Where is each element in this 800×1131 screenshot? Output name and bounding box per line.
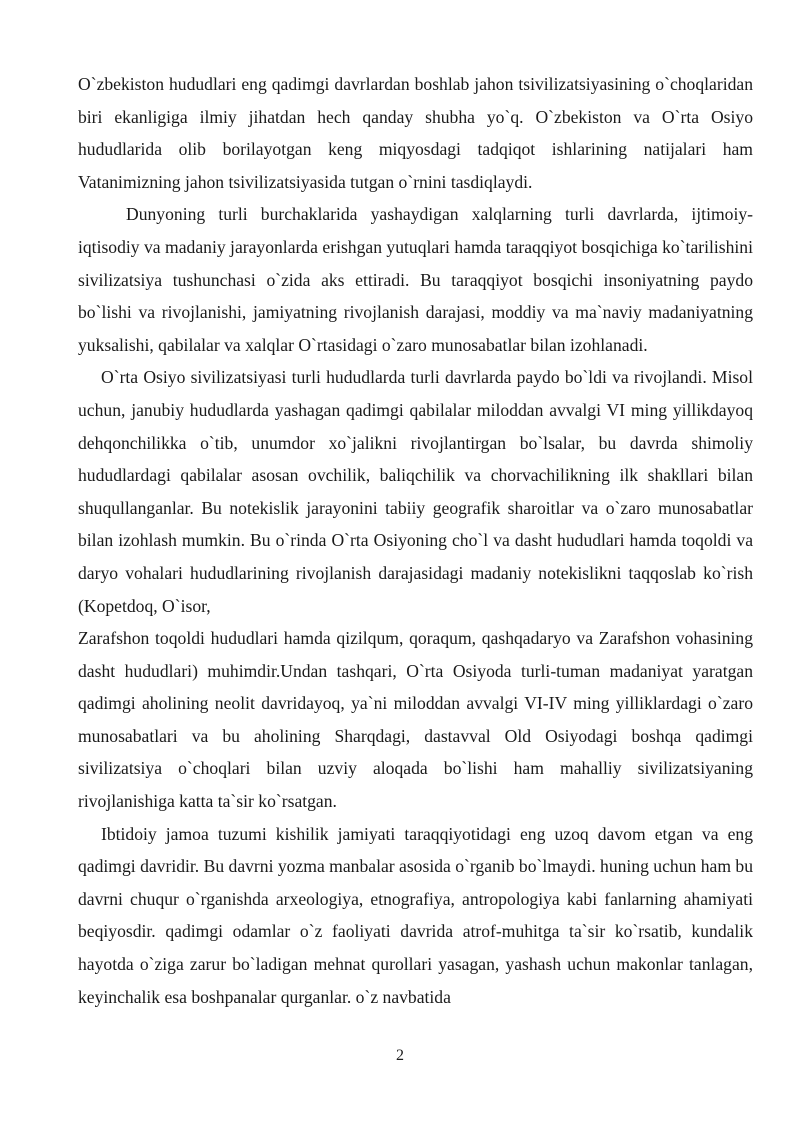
paragraph-civilization-concept: Dunyoning turli burchaklarida yashaydigan xalqlarning turli davrlarda, ijtimoiy-iqtisodiy va madaniy jarayonlarda erishgan yutuqlari hamda taraqqiyot bosqichiga ko`tarilishini sivilizatsiya tushunchasi o`zida aks ettiradi. Bu taraqqiyot bosqichi insoniyatning paydo bo`lishi va rivojlanishi, jamiyatning rivojlanish darajasi, moddiy va ma`naviy madaniyatning yuksalishi, qabilalar va xalqlar O`rtasidagi o`zaro munosabatlar bilan izohlanadi. (78, 204, 753, 355)
paragraph-intro: O`zbekiston hududlari eng qadimgi davrlardan boshlab jahon tsivilizatsiyasining o`choqlaridan biri ekanligiga ilmiy jihatdan hech qanday shubha yo`q. O`zbekiston va O`rta Osiyo hududlarida olib borilayotgan keng miqyosdagi tadqiqot ishlarining natijalari ham Vatanimizning jahon tsivilizatsiyasida tutgan o`rnini tasdiqlaydi. (78, 74, 753, 192)
paragraph-zarafshon: Zarafshon toqoldi hududlari hamda qizilqum, qoraqum, qashqadaryo va Zarafshon vohasining dasht hududlari) muhimdir.Undan tashqari, O`rta Osiyoda turli-tuman madaniyat yaratgan qadimgi aholining neolit davridayoq, ya`ni miloddan avvalgi VI-IV ming yilliklardagi o`zaro munosabatlari va bu aholining Sharqdagi, dastavval Old Osiyodagi boshqa qadimgi sivilizatsiya o`choqlari bilan uzviy aloqada bo`lishi ham mahalliy sivilizatsiyaning rivojlanishiga katta ta`sir ko`rsatgan. (78, 628, 753, 812)
page-number: 2 (396, 1047, 404, 1064)
paragraph-primitive-society: Ibtidoiy jamoa tuzumi kishilik jamiyati taraqqiyotidagi eng uzoq davom etgan va eng qadimgi davridir. Bu davrni yozma manbalar asosida o`rganib bo`lmaydi. huning uchun ham bu davrni chuqur o`rganishda arxeologiya, etnografiya, antropologiya kabi fanlarning ahamiyati beqiyosdir. qadimgi odamlar o`z faoliyati davrida atrof-muhitga ta`sir ko`rsatib, kundalik hayotda o`ziga zarur bo`ladigan mehnat qurollari yasagan, yashash uchun makonlar tanlagan, keyinchalik esa boshpanalar qurganlar. o`z navbatida (78, 823, 753, 1007)
paragraph-central-asia-civilization: O`rta Osiyo sivilizatsiyasi turli hududlarda turli davrlarda paydo bo`ldi va rivojlandi. Misol uchun, janubiy hududlarda yashagan qadimgi qabilalar miloddan avvalgi VI ming yillikdayoq dehqonchilikka o`tib, unumdor xo`jalikni rivojlantirgan bo`lsalar, bu davrda shimoliy hududlardagi qabilalar asosan ovchilik, baliqchilik va chorvachilikning ilk shakllari bilan shuqullanganlar. Bu notekislik jarayonini tabiiy geografik sharoitlar va o`zaro munosabatlar bilan izohlash mumkin. Bu o`rinda O`rta Osiyoning cho`l va dasht hududlari hamda toqoldi va daryo vohalari hududlarining rivojlanish darajasidagi madaniy notekislikni taqqoslab ko`rish (Kopetdoq, O`isor, (78, 367, 753, 616)
document-body (78, 68, 753, 1013)
